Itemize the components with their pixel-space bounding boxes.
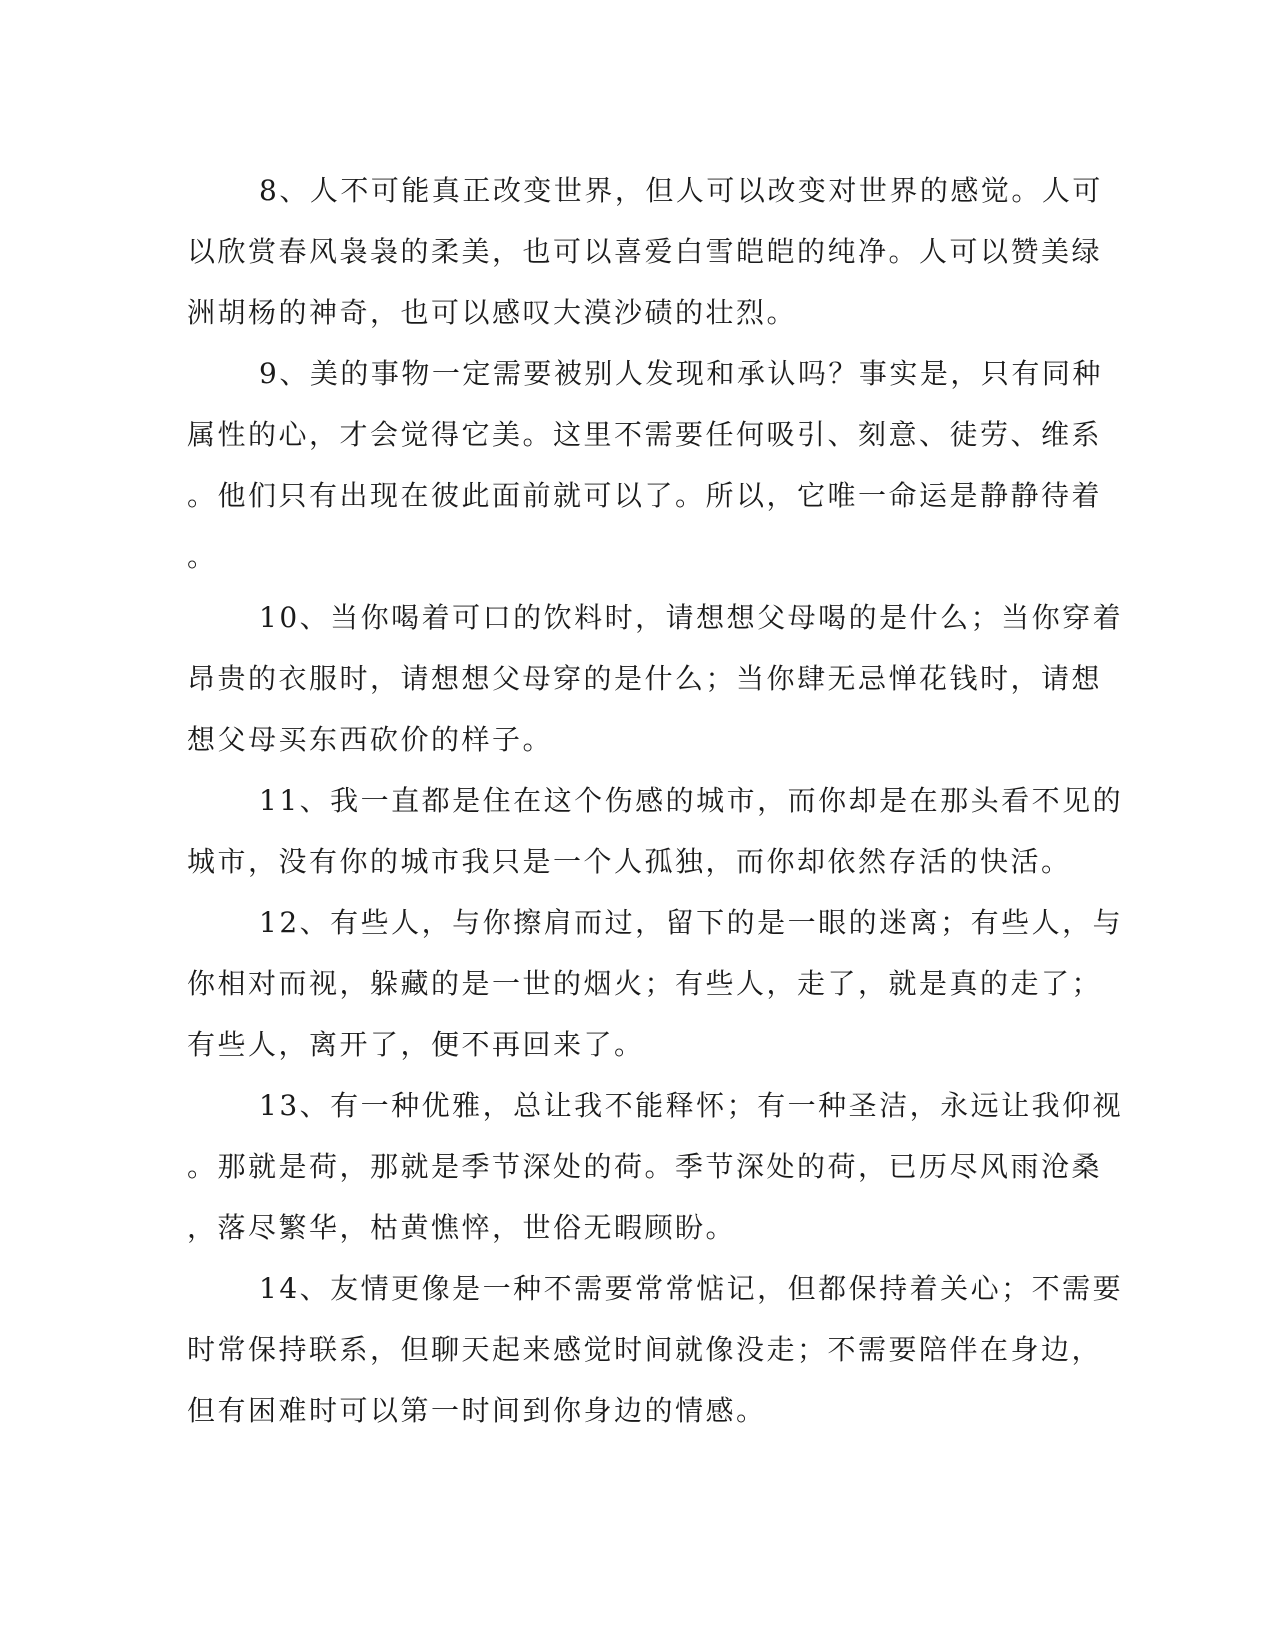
paragraph-line: 10、当你喝着可口的饮料时，请想想父母喝的是什么；当你穿着 (259, 601, 1124, 634)
paragraph-line: 想父母买东西砍价的样子。 (187, 723, 554, 756)
paragraph-line: 但有困难时可以第一时间到你身边的情感。 (187, 1394, 767, 1427)
paragraph-line: 属性的心，才会觉得它美。这里不需要任何吸引、刻意、徒劳、维系 (187, 418, 1103, 451)
paragraph-8 (187, 160, 1103, 343)
paragraph-line: 。他们只有出现在彼此面前就可以了。所以，它唯一命运是静静待着 (187, 479, 1103, 512)
paragraph-14 (187, 1258, 1124, 1441)
paragraph-line: 。 (187, 540, 218, 573)
paragraph-11 (187, 770, 1124, 892)
paragraph-12 (187, 892, 1124, 1075)
paragraph-line: 12、有些人，与你擦肩而过，留下的是一眼的迷离；有些人，与 (259, 906, 1124, 939)
paragraph-13 (187, 1075, 1124, 1258)
paragraph-line: 时常保持联系，但聊天起来感觉时间就像没走；不需要陪伴在身边， (187, 1333, 1103, 1366)
paragraph-line: 14、友情更像是一种不需要常常惦记，但都保持着关心；不需要 (259, 1272, 1124, 1305)
paragraph-10 (187, 587, 1124, 770)
paragraph-9 (187, 343, 1103, 587)
document-body (187, 160, 1124, 1441)
paragraph-line: 城市，没有你的城市我只是一个人孤独，而你却依然存活的快活。 (187, 845, 1072, 878)
paragraph-line: 11、我一直都是住在这个伤感的城市，而你却是在那头看不见的 (259, 784, 1124, 817)
paragraph-line: 洲胡杨的神奇，也可以感叹大漠沙碛的壮烈。 (187, 296, 798, 329)
paragraph-line: ，落尽繁华，枯黄憔悴，世俗无暇顾盼。 (187, 1211, 737, 1244)
paragraph-line: 有些人，离开了，便不再回来了。 (187, 1028, 645, 1061)
paragraph-line: 13、有一种优雅，总让我不能释怀；有一种圣洁，永远让我仰视 (259, 1089, 1124, 1122)
paragraph-line: 以欣赏春风袅袅的柔美，也可以喜爱白雪皑皑的纯净。人可以赞美绿 (187, 235, 1103, 268)
paragraph-line: 昂贵的衣服时，请想想父母穿的是什么；当你肆无忌惮花钱时，请想 (187, 662, 1103, 695)
paragraph-line: 。那就是荷，那就是季节深处的荷。季节深处的荷，已历尽风雨沧桑 (187, 1150, 1103, 1183)
paragraph-line: 9、美的事物一定需要被别人发现和承认吗？事实是，只有同种 (259, 357, 1103, 390)
paragraph-line: 8、人不可能真正改变世界，但人可以改变对世界的感觉。人可 (259, 174, 1103, 207)
paragraph-line: 你相对而视，躲藏的是一世的烟火；有些人，走了，就是真的走了； (187, 967, 1103, 1000)
